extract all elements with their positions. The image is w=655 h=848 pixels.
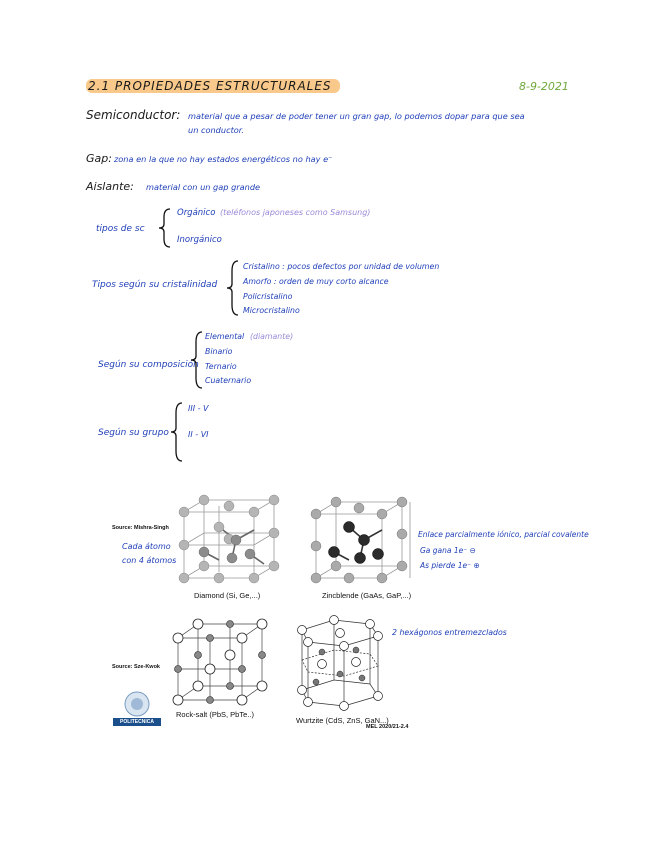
caption-rocksalt: Rock-salt (PbS, PbTe..) (176, 710, 254, 719)
wurtzite-lattice-image (282, 614, 390, 714)
logo-text: POLITECNICA (113, 718, 161, 726)
zinc-note-3: As pierde 1e⁻ ⊕ (420, 561, 480, 570)
item-microcristalino: Microcristalino (243, 306, 300, 315)
def-semiconductor-line2: un conductor. (188, 125, 245, 135)
item-binario: Binario (205, 347, 233, 356)
brace-icon (226, 259, 240, 317)
item-amorfo: Amorfo : orden de muy corto alcance (243, 277, 389, 286)
caption-wurtzite: Wurtzite (CdS, ZnS, GaN...) (296, 716, 389, 725)
source-bottom: Source: Sze-Kwok (112, 664, 160, 670)
def-aislante: material con un gap grande (146, 182, 261, 192)
diamond-note-2: con 4 átomos (122, 556, 177, 565)
item-iii-v: III - V (188, 404, 209, 413)
note-organico: (teléfonos japoneses como Samsung) (220, 208, 371, 217)
brace-icon (190, 330, 204, 390)
term-gap: Gap: (86, 152, 112, 165)
label-grupo: Según su grupo (98, 428, 169, 438)
item-organico: Orgánico (177, 208, 216, 218)
note-elemental: (diamante) (250, 332, 294, 341)
section-title: 2.1 PROPIEDADES ESTRUCTURALES (86, 79, 340, 93)
label-composicion: Según su composición (98, 360, 199, 370)
brace-icon (170, 401, 184, 463)
term-aislante: Aislante: (86, 180, 134, 193)
zincblende-lattice-image (306, 496, 416, 590)
diamond-note-1: Cada átomo (122, 542, 171, 551)
item-elemental: Elemental (205, 332, 245, 341)
label-tipos-sc: tipos de sc (96, 224, 145, 234)
item-ternario: Ternario (205, 362, 237, 371)
item-ii-vi: II - VI (188, 430, 209, 439)
zinc-note-1: Enlace parcialmente iónico, parcial covalente (418, 530, 589, 539)
footer-ref: MEL 2020/21-2.4 (366, 724, 409, 730)
def-semiconductor-line1: material que a pesar de poder tener un gran gap, lo podemos dopar para que sea (188, 111, 525, 121)
caption-zincblende: Zincblende (GaAs, GaP,...) (322, 591, 412, 600)
zinc-note-2: Ga gana 1e⁻ ⊖ (420, 546, 476, 555)
rocksalt-lattice-image (170, 618, 270, 708)
item-cuaternario: Cuaternario (205, 376, 252, 385)
brace-icon (158, 207, 172, 249)
diamond-lattice-image (174, 494, 294, 590)
label-cristalinidad: Tipos según su cristalinidad (92, 280, 218, 290)
caption-diamond: Diamond (Si, Ge,...) (194, 591, 261, 600)
def-gap: zona en la que no hay estados energéticos no hay e⁻ (114, 154, 333, 164)
date: 8-9-2021 (519, 80, 569, 93)
politecnica-logo (113, 690, 161, 726)
wurtzite-note: 2 hexágonos entremezclados (392, 628, 507, 637)
term-semiconductor: Semiconductor: (86, 108, 181, 122)
source-top: Source: Mishra-Singh (112, 525, 169, 531)
item-policristalino: Policristalino (243, 292, 293, 301)
university-seal-icon (113, 690, 161, 718)
item-cristalino: Cristalino : pocos defectos por unidad de volumen (243, 262, 440, 271)
item-inorganico: Inorgánico (177, 235, 222, 245)
